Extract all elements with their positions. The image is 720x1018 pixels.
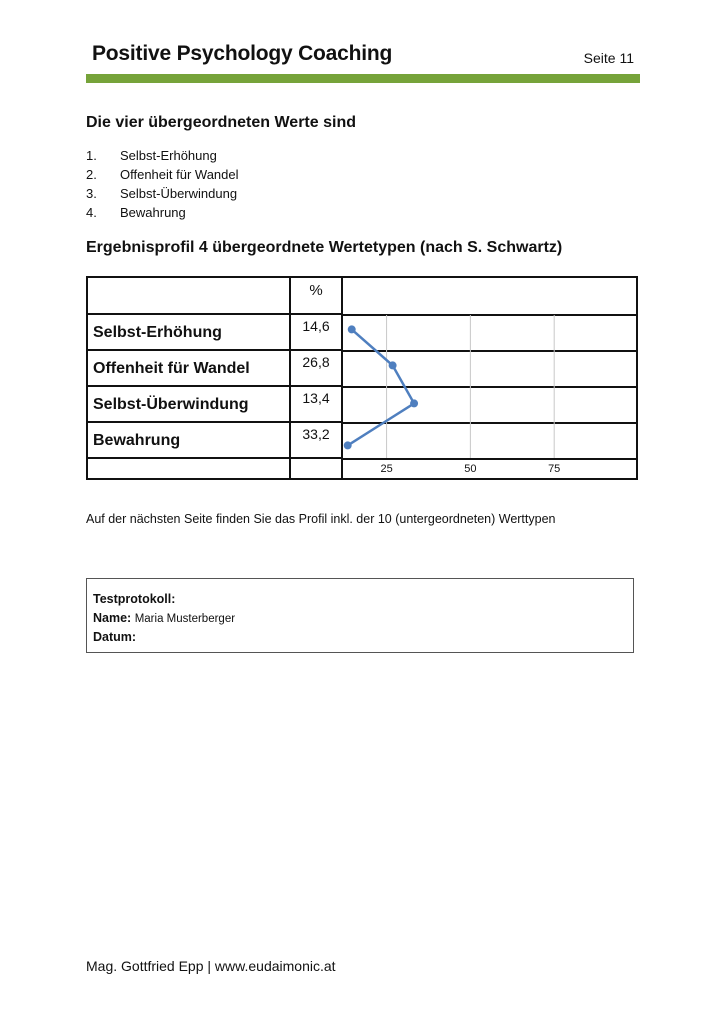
date-label: Datum: xyxy=(93,630,137,644)
category-label: Selbst-Erhöhung xyxy=(87,314,290,350)
name-value: Maria Musterberger xyxy=(134,612,236,625)
chart-cell xyxy=(342,277,637,479)
data-point xyxy=(389,361,397,369)
values-heading: Die vier übergeordneten Werte sind xyxy=(86,114,356,131)
list-item xyxy=(86,184,239,203)
list-label: Selbst-Erhöhung xyxy=(120,148,217,163)
x-tick-label: 50 xyxy=(464,463,477,475)
page-number: Seite 11 xyxy=(583,50,634,66)
x-tick-label: 25 xyxy=(380,463,393,475)
list-label: Selbst-Überwindung xyxy=(120,186,238,201)
percent-header: % xyxy=(290,277,342,314)
name-label: Name: xyxy=(93,610,132,625)
data-point xyxy=(344,441,352,449)
category-label: Bewahrung xyxy=(87,422,290,458)
list-number: 1. xyxy=(86,148,97,163)
x-tick-label: 75 xyxy=(548,463,561,475)
header-empty-cell xyxy=(87,277,290,314)
category-value: 14,6 xyxy=(290,314,342,350)
list-number: 3. xyxy=(86,186,97,201)
profile-table xyxy=(86,276,638,480)
list-item xyxy=(86,165,239,184)
profile-chart xyxy=(343,278,638,479)
list-label: Bewahrung xyxy=(120,205,186,220)
category-label: Selbst-Überwindung xyxy=(87,386,290,422)
category-value: 33,2 xyxy=(290,422,342,458)
page-footer: Mag. Gottfried Epp | www.eudaimonic.at xyxy=(86,958,336,974)
series-line xyxy=(348,329,414,445)
category-label: Offenheit für Wandel xyxy=(87,350,290,386)
footer-empty-cell xyxy=(290,458,342,479)
values-list xyxy=(86,146,239,222)
footer-empty-cell xyxy=(87,458,290,479)
test-protocol-box xyxy=(86,578,634,653)
profile-heading: Ergebnisprofil 4 übergeordnete Wertetypen (nach S. Schwartz) xyxy=(86,239,563,256)
next-page-note: Auf der nächsten Seite finden Sie das Profil inkl. der 10 (untergeordneten) Werttypen xyxy=(86,512,556,526)
list-item xyxy=(86,146,239,165)
data-point xyxy=(348,325,356,333)
header-accent-bar xyxy=(86,74,640,83)
category-value: 26,8 xyxy=(290,350,342,386)
document-title: Positive Psychology Coaching xyxy=(92,42,393,65)
protocol-title: Testprotokoll: xyxy=(93,592,176,606)
list-number: 2. xyxy=(86,167,97,182)
category-value: 13,4 xyxy=(290,386,342,422)
list-label: Offenheit für Wandel xyxy=(120,167,239,182)
data-point xyxy=(410,399,418,407)
list-item xyxy=(86,203,239,222)
list-number: 4. xyxy=(86,205,97,220)
